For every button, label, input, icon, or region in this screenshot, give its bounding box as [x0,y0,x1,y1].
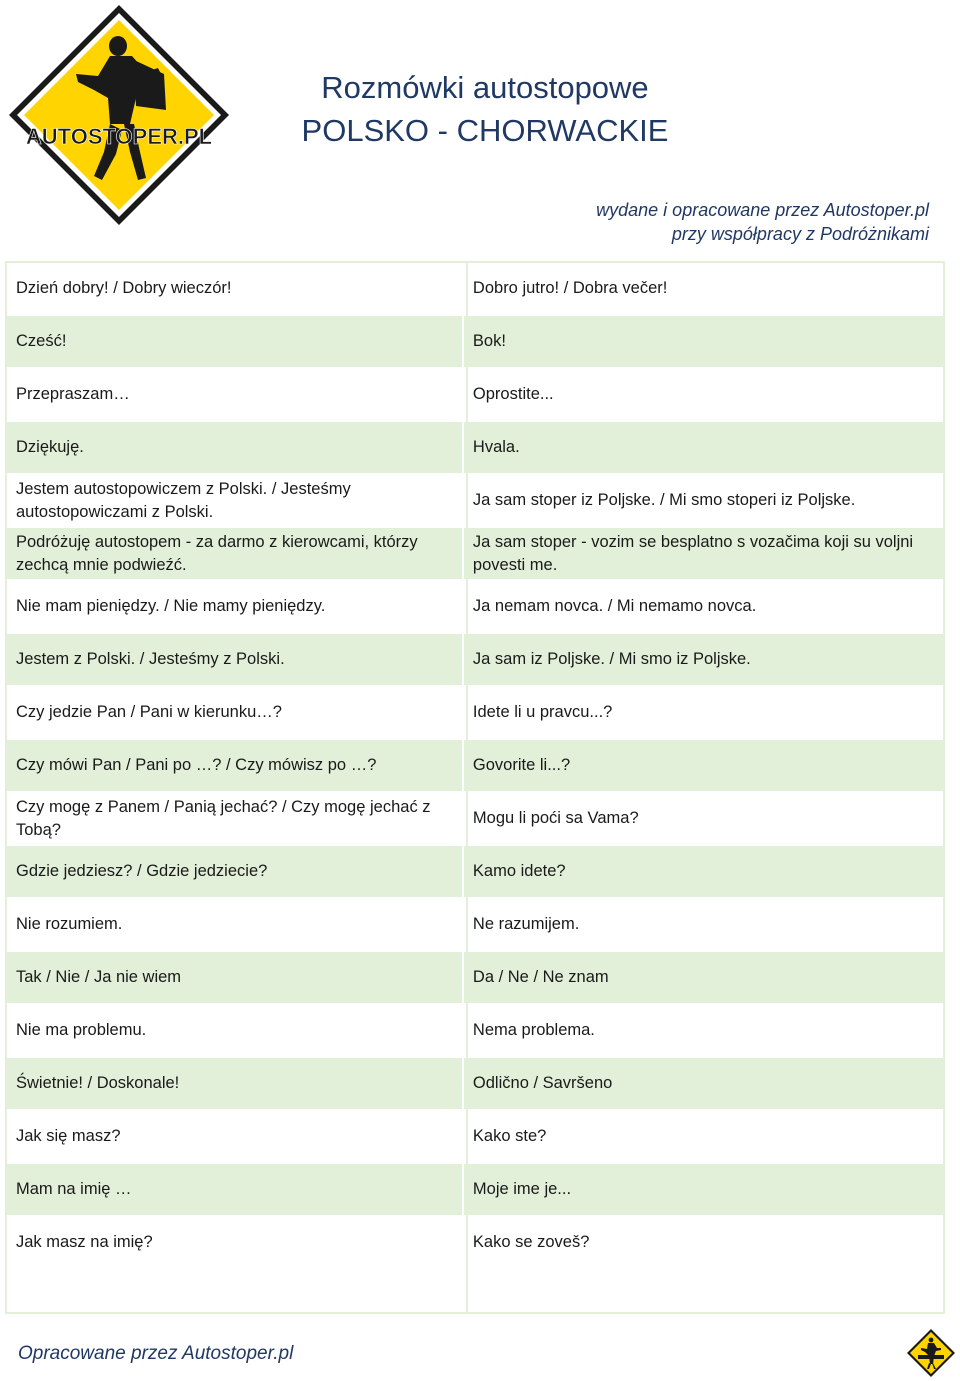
croatian-phrase: Nema problema. [463,1004,944,1057]
autostoper-small-logo [906,1328,956,1378]
croatian-phrase: Kako ste? [463,1110,944,1163]
polish-phrase: Czy mogę z Panem / Panią jechać? / Czy mogę jechać z Tobą? [6,792,463,845]
polish-phrase: Nie mam pieniędzy. / Nie mamy pieniędzy. [6,580,463,633]
phrase-row [6,686,944,739]
polish-phrase: Jestem autostopowiczem z Polski. / Jesteśmy autostopowiczami z Polski. [6,474,463,527]
polish-phrase: Nie rozumiem. [6,898,463,951]
croatian-phrase: Bok! [463,315,944,368]
croatian-phrase: Govorite li...? [463,739,944,792]
croatian-phrase: Hvala. [463,421,944,474]
polish-phrase: Jak masz na imię? [6,1216,463,1269]
croatian-phrase: Ja sam iz Poljske. / Mi smo iz Poljske. [463,633,944,686]
title-line-2: POLSKO - CHORWACKIE [301,113,669,148]
polish-phrase: Dziękuję. [6,421,463,474]
autostoper-logo [6,2,232,228]
polish-phrase: Dzień dobry! / Dobry wieczór! [6,262,463,315]
phrase-row [6,898,944,951]
phrase-row [6,1057,944,1110]
polish-phrase: Jak się masz? [6,1110,463,1163]
croatian-phrase: Moje ime je... [463,1163,944,1216]
phrase-row [6,315,944,368]
polish-phrase: Świetnie! / Doskonale! [6,1057,463,1110]
phrase-row [6,580,944,633]
phrase-row [6,474,944,527]
title-line-1: Rozmówki autostopowe [321,70,649,105]
phrase-row [6,1004,944,1057]
phrase-row [6,527,944,580]
croatian-phrase: Ja sam stoper iz Poljske. / Mi smo stoperi iz Poljske. [463,474,944,527]
phrase-table [5,261,945,1270]
footer-text: Opracowane przez Autostoper.pl [18,1343,294,1364]
phrase-row [6,633,944,686]
polish-phrase: Tak / Nie / Ja nie wiem [6,951,463,1004]
phrase-row [6,1216,944,1269]
polish-phrase: Czy mówi Pan / Pani po …? / Czy mówisz po …? [6,739,463,792]
croatian-phrase: Mogu li poći sa Vama? [463,792,944,845]
polish-phrase: Podróżuję autostopem - za darmo z kierowcami, którzy zechcą mnie podwieźć. [6,527,463,580]
phrase-row [6,368,944,421]
polish-phrase: Cześć! [6,315,463,368]
croatian-phrase: Dobro jutro! / Dobra večer! [463,262,944,315]
column-divider [466,261,468,1314]
croatian-phrase: Oprostite... [463,368,944,421]
phrase-row [6,951,944,1004]
croatian-phrase: Ja sam stoper - vozim se besplatno s vozačima koji su voljni povesti me. [463,527,944,580]
croatian-phrase: Da / Ne / Ne znam [463,951,944,1004]
polish-phrase: Gdzie jedziesz? / Gdzie jedziecie? [6,845,463,898]
polish-phrase: Jestem z Polski. / Jesteśmy z Polski. [6,633,463,686]
polish-phrase: Nie ma problemu. [6,1004,463,1057]
polish-phrase: Czy jedzie Pan / Pani w kierunku…? [6,686,463,739]
phrase-row [6,845,944,898]
credit-line-1: wydane i opracowane przez Autostoper.pl [596,200,929,220]
phrase-row [6,421,944,474]
credit [596,198,929,246]
croatian-phrase: Kako se zoveš? [463,1216,944,1269]
croatian-phrase: Ne razumijem. [463,898,944,951]
credit-line-2: przy współpracy z Podróżnikami [671,224,929,244]
croatian-phrase: Odlično / Savršeno [463,1057,944,1110]
phrase-row [6,1163,944,1216]
logo-text: AUTOSTOPER.PL [25,124,213,149]
phrase-row [6,262,944,315]
polish-phrase: Mam na imię … [6,1163,463,1216]
phrase-row [6,792,944,845]
phrase-row [6,1110,944,1163]
polish-phrase: Przepraszam… [6,368,463,421]
croatian-phrase: Ja nemam novca. / Mi nemamo novca. [463,580,944,633]
document-title [240,66,730,152]
phrase-row [6,739,944,792]
croatian-phrase: Idete li u pravcu...? [463,686,944,739]
croatian-phrase: Kamo idete? [463,845,944,898]
